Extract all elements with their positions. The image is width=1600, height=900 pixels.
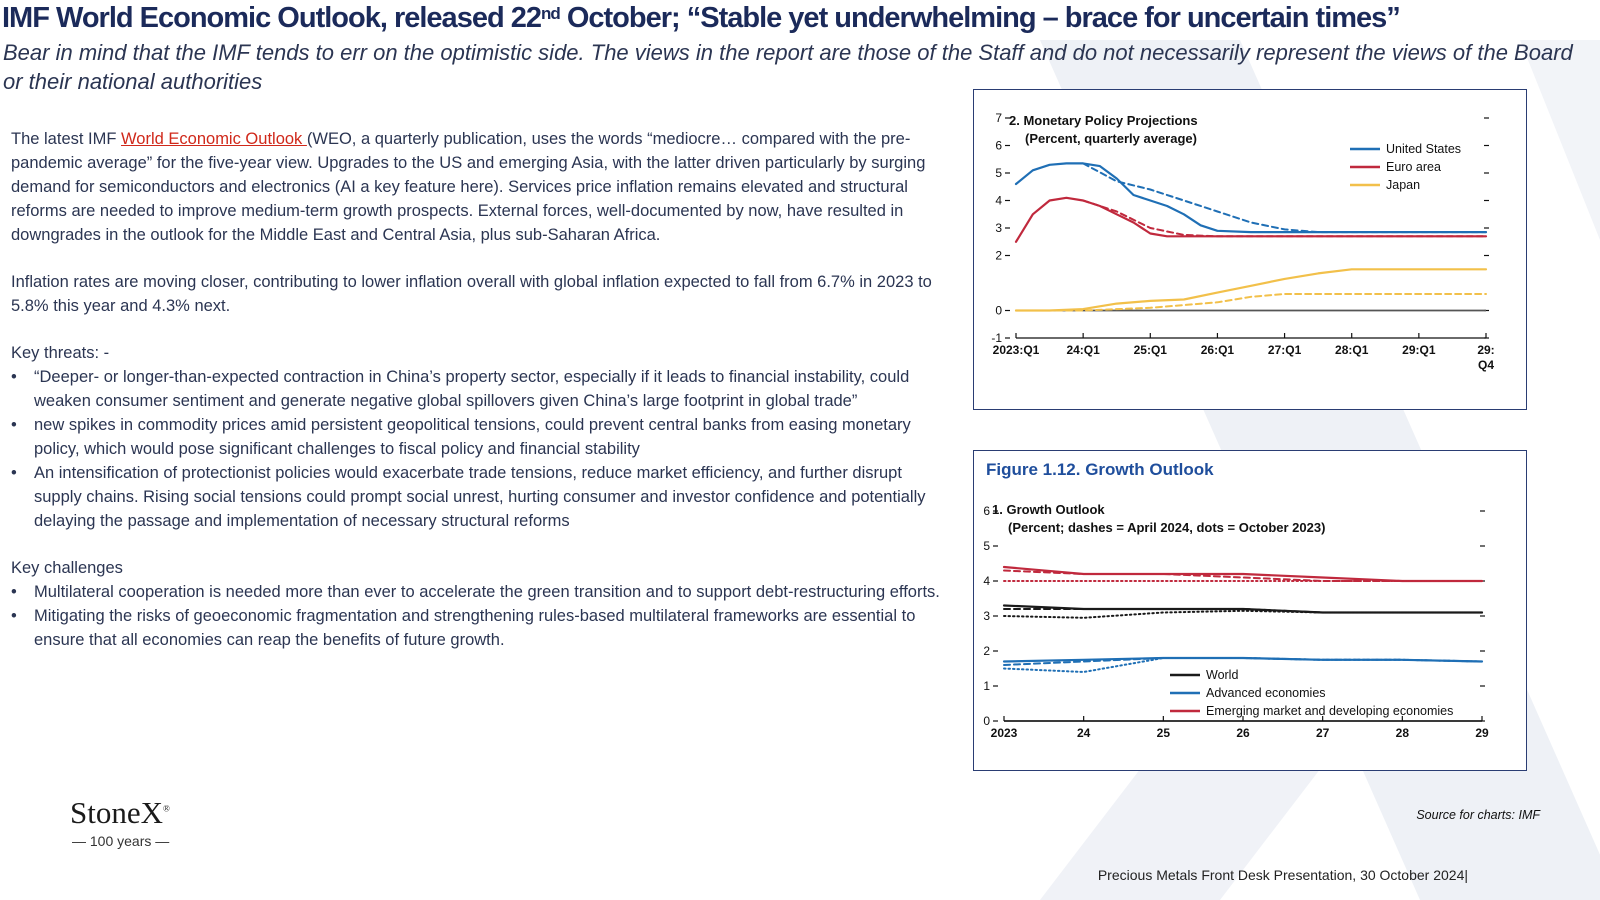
- slide-title: [2, 0, 1400, 36]
- chart2-ytick-label: 6: [983, 504, 990, 518]
- chart1-ytick-label: 4: [995, 193, 1002, 208]
- title-rest: October; “Stable yet underwhelming – brace for uncertain times”: [559, 2, 1400, 34]
- chart2-legend-label: Advanced economies: [1206, 686, 1326, 700]
- chart2-xtick-label: 27: [1315, 726, 1330, 740]
- growth-outlook-chart: [974, 451, 1526, 770]
- source-note: Source for charts: IMF: [1416, 808, 1540, 822]
- threats-heading: Key threats: -: [11, 344, 110, 362]
- threat-item: • An intensification of protectionist policies would exacerbate trade tensions, reduce market efficiency, and further disrupt supply chains. Rising social tensions could prompt social unrest, hurting consumer and investor confidence and potentially delaying the passage and implementation of necessary structural reforms: [11, 461, 946, 533]
- chart1-legend-label: Japan: [1386, 178, 1421, 192]
- intro-text-continued: (WEO, a quarterly publication, uses the words “mediocre… compared with the pre-pandemic average” for the five-year view. Upgrades to the US and emerging Asia, with the latter driven particularly by surging demand for semiconductors and electronics (AI a key feature here). Services price inflation remains elevated and structural reforms are needed to improve medium-term growth prospects. External forces, well-documented by now, have resulted in downgrades in the outlook for the Middle East and Central Asia, plus sub-Saharan Africa.: [11, 130, 926, 244]
- chart2-ytick-label: 2: [983, 644, 990, 658]
- title-main: IMF World Economic Outlook, released 22: [2, 2, 541, 34]
- body-text: [11, 127, 946, 675]
- chart1-ytick-label: 7: [995, 111, 1002, 125]
- chart1-ytick-label: -1: [991, 331, 1002, 345]
- challenges-heading: Key challenges: [11, 559, 123, 577]
- logo-subtitle: — 100 years —: [72, 833, 170, 849]
- chart1-subtitle: (Percent, quarterly average): [1025, 131, 1197, 146]
- chart2-ytick-label: 5: [983, 539, 990, 553]
- monetary-policy-chart: [974, 90, 1526, 409]
- inflation-paragraph: Inflation rates are moving closer, contributing to lower inflation overall with global inflation expected to fall from 6.7% in 2023 to 5.8% this year and 4.3% next.: [11, 273, 932, 315]
- chart2-xtick-label: 28: [1395, 726, 1410, 740]
- chart2-title: 1. Growth Outlook: [992, 502, 1105, 517]
- chart2-ytick-label: 4: [983, 574, 990, 588]
- challenges-list: [11, 580, 946, 652]
- chart2-ytick-label: 3: [983, 609, 990, 623]
- chart2-legend-label: Emerging market and developing economies: [1206, 704, 1454, 718]
- growth-outlook-figure: [973, 450, 1527, 771]
- chart1-ytick-label: 5: [995, 166, 1002, 180]
- threat-item: • new spikes in commodity prices amid persistent geopolitical tensions, could prevent central banks from easing monetary policy, which would pose significant challenges to fiscal policy and financial stability: [11, 413, 946, 461]
- chart1-xtick-label: 24:Q1: [1066, 343, 1100, 357]
- logo-registered-mark: ®: [163, 803, 170, 814]
- chart1-ytick-label: 2: [995, 248, 1002, 263]
- chart2-xtick-label: 2023: [990, 726, 1018, 740]
- chart1-xtick-label: 26:Q1: [1200, 343, 1235, 357]
- chart2-ytick-label: 1: [983, 679, 990, 693]
- chart2-xtick-label: 26: [1236, 726, 1250, 740]
- chart1-xtick-label: 25:Q1: [1133, 343, 1167, 357]
- chart2-series-line-7: [1004, 571, 1482, 582]
- chart1-legend-label: Euro area: [1386, 160, 1441, 174]
- weo-link[interactable]: World Economic Outlook: [121, 130, 307, 148]
- chart2-header: Figure 1.12. Growth Outlook: [986, 460, 1214, 479]
- chart2-subtitle: (Percent; dashes = April 2024, dots = October 2023): [1008, 520, 1326, 535]
- chart1-series-line-3: [1083, 201, 1486, 237]
- chart1-ytick-label: 0: [995, 303, 1002, 318]
- chart1-ytick-label: 6: [995, 138, 1002, 153]
- chart1-title: 2. Monetary Policy Projections: [1009, 113, 1198, 128]
- threat-item: • “Deeper- or longer-than-expected contraction in China’s property sector, especially if it leads to financial instability, could weaken consumer sentiment and generate negative global spillovers given China’s large footprint in global trade”: [11, 365, 946, 413]
- logo-name: StoneX: [70, 795, 163, 830]
- chart1-xtick-label: 27:Q1: [1267, 343, 1302, 357]
- chart1-series-euro-area: [1016, 198, 1486, 242]
- chart1-xtick-label: Q4: [1477, 358, 1495, 372]
- chart1-series-japan: [1016, 269, 1486, 310]
- chart1-ytick-label: 3: [995, 221, 1002, 235]
- chart1-xtick-label: 29:: [1477, 343, 1495, 357]
- intro-text: The latest IMF: [11, 130, 122, 148]
- chart2-xtick-label: 24: [1076, 726, 1091, 740]
- chart2-xtick-label: 25: [1156, 726, 1171, 740]
- chart1-xtick-label: 29:Q1: [1402, 343, 1436, 357]
- challenge-item: • Mitigating the risks of geoeconomic fragmentation and strengthening rules-based multilateral frameworks are essential to ensure that all economies can reap the benefits of future growth.: [11, 604, 946, 652]
- footer-text: Precious Metals Front Desk Presentation, 30 October 2024|: [1097, 867, 1468, 883]
- chart1-legend-label: United States: [1386, 142, 1462, 156]
- chart2-ytick-label: 0: [983, 714, 990, 728]
- intro-paragraph: [11, 127, 946, 247]
- slide-subtitle: Bear in mind that the IMF tends to err on the optimistic side. The views in the report are those of the Staff and do not necessarily represent the views of the Board or their national authorities: [3, 40, 1573, 94]
- threats-list: [11, 365, 946, 533]
- title-superscript: nd: [540, 4, 560, 23]
- monetary-policy-figure: [973, 89, 1527, 410]
- chart2-xtick-label: 29: [1475, 726, 1489, 740]
- stonex-logo: [70, 795, 170, 849]
- chart1-xtick-label: 2023:Q1: [992, 343, 1040, 357]
- chart2-legend-label: World: [1206, 668, 1239, 682]
- chart1-xtick-label: 28:Q1: [1335, 343, 1369, 357]
- chart2-series-line-2: [1004, 611, 1482, 618]
- challenge-item: • Multilateral cooperation is needed more than ever to accelerate the green transition and to support debt-restructuring efforts.: [11, 580, 946, 604]
